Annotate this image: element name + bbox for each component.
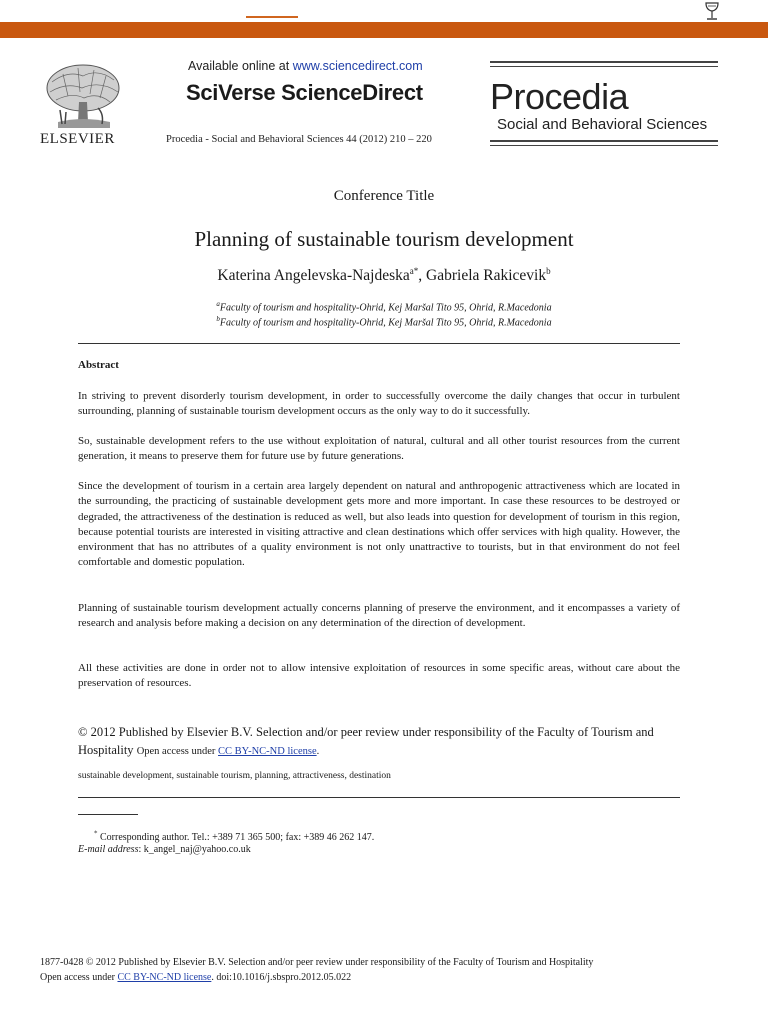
journal-subtitle: Social and Behavioral Sciences: [497, 116, 708, 133]
license-link[interactable]: CC BY-NC-ND license: [218, 746, 317, 757]
top-toolbar: [0, 0, 768, 38]
footer-license-line: [40, 970, 593, 985]
affiliation-text: Faculty of tourism and hospitality-Ohrid, Kej Maršal Tito 95, Ohrid, R.Macedonia: [219, 317, 552, 329]
procedia-rule-bottom-thin: [490, 145, 718, 146]
platform-name: SciVerse ScienceDirect: [186, 80, 423, 105]
footer-oa-label: Open access under: [40, 972, 118, 983]
footnote-mark: *: [94, 830, 98, 838]
copyright-text: © 2012 Published by Elsevier B.V. Selection and/or peer review under responsibility of the Faculty of Tourism and Hospitality: [78, 725, 654, 757]
email-address[interactable]: : k_angel_naj@yahoo.co.uk: [138, 844, 251, 855]
elsevier-tree-logo: [38, 62, 128, 134]
affiliation-b: [0, 315, 768, 328]
publisher-name: ELSEVIER: [40, 131, 115, 147]
affiliation-a: [0, 300, 768, 313]
toolbar-accent-stripe: [0, 22, 768, 38]
divider: [78, 343, 680, 344]
open-access-label: Open access under: [136, 746, 219, 757]
abstract-paragraph: Planning of sustainable tourism development actually concerns planning of preserve the environment, and it encompasses a variety of research and analysis before making a decision on any determination of the direction of development.: [78, 602, 680, 630]
footer-copyright: 1877-0428 © 2012 Published by Elsevier B.V. Selection and/or peer review under responsibility of the Faculty of Tourism and Hospitality: [40, 957, 594, 968]
available-online-line: [188, 59, 423, 73]
affiliation-mark: b: [216, 315, 220, 323]
affiliation-text: Faculty of tourism and hospitality-Ohrid, Kej Maršal Tito 95, Ohrid, R.Macedonia: [219, 302, 552, 314]
corresponding-author-note: [78, 830, 374, 843]
procedia-rule-bottom: [490, 140, 718, 142]
procedia-rule-top-thin: [490, 66, 718, 67]
copyright-statement: [78, 723, 680, 761]
abstract-paragraph: All these activities are done in order not to allow intensive exploitation of resources in some specific areas, without care about the preservation of resources.: [78, 662, 680, 690]
abstract-paragraph: So, sustainable development refers to the use without exploitation of natural, cultural and all other tourist resources from the current generation, it means to preserve them for future use by future generations.: [78, 435, 680, 463]
author-mark: a*: [409, 266, 419, 276]
journal-title: Procedia: [490, 76, 629, 117]
wine-glass-icon[interactable]: [702, 0, 722, 22]
keywords: sustainable development, sustainable tourism, planning, attractiveness, destination: [78, 771, 391, 781]
footnote-rule: [78, 814, 138, 815]
available-label: Available online at: [188, 59, 293, 73]
divider: [78, 797, 680, 798]
doi: . doi:10.1016/j.sbspro.2012.05.022: [211, 972, 352, 983]
email-note: [78, 844, 251, 855]
author-name: Katerina Angelevska-Najdeska: [217, 267, 410, 285]
paper-title: Planning of sustainable tourism development: [194, 227, 574, 251]
conference-title: Conference Title: [333, 188, 435, 204]
author-list: [0, 266, 768, 285]
sciencedirect-link[interactable]: www.sciencedirect.com: [292, 59, 423, 73]
procedia-rule-top: [490, 61, 718, 63]
abstract-paragraph: In striving to prevent disorderly tourism development, in order to successfully overcome the daily changes that occur in turbulent surrounding, planning of sustainable tourism development occurs as the only way to do it successfully.: [78, 390, 680, 418]
author-separator: ,: [418, 267, 427, 285]
author-mark: b: [546, 266, 551, 276]
footer-license-link[interactable]: CC BY-NC-ND license: [117, 972, 212, 983]
author-name: Gabriela Rakicevik: [426, 267, 547, 285]
abstract-heading: Abstract: [78, 359, 119, 371]
corresponding-text: Corresponding author. Tel.: +389 71 365 500; fax: +389 46 262 147.: [97, 832, 375, 844]
affiliation-mark: a: [216, 300, 220, 308]
email-label: E-mail address: [78, 844, 139, 855]
copyright-suffix: .: [316, 746, 320, 757]
page-footer: [40, 955, 593, 985]
journal-citation: Procedia - Social and Behavioral Sciences 44 (2012) 210 – 220: [166, 134, 432, 145]
abstract-paragraph: Since the development of tourism in a certain area largely dependent on natural and anthropogenic attractiveness which are located in the surrounding, the practicing of sustainable development gets more and more important. In case these resources to be destroyed or degraded, the attractiveness of the destination is reduced as well, but also leads into question for development of tourism in this region, because potential tourists are interested in visiting attractive and clean destinations which offer services with high quality. However, the environment that has no attributes of a quality environment is not only unattractive to tourists, but in that environment do not feel comfortable and domestic population.: [78, 480, 680, 569]
toolbar-link-underline[interactable]: [246, 16, 298, 18]
